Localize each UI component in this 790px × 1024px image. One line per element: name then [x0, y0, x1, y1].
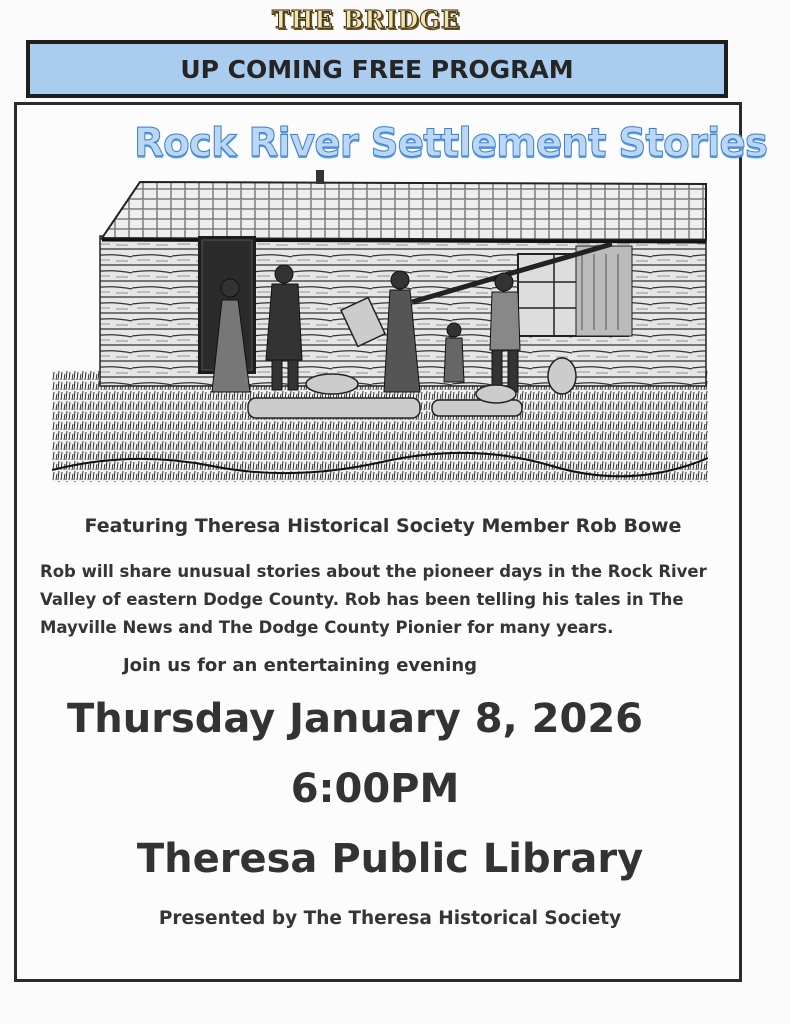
event-time: 6:00PM	[290, 766, 460, 812]
program-title: Rock River Settlement Stories	[134, 121, 768, 166]
masthead-logo: THE BRIDGE	[271, 5, 461, 34]
event-venue: Theresa Public Library	[136, 836, 644, 882]
presenter-credit: Presented by The Theresa Historical Society	[158, 908, 622, 929]
event-date: Thursday January 8, 2026	[67, 696, 643, 742]
invitation-text: Join us for an entertaining evening	[122, 655, 478, 676]
banner-text: UP COMING FREE PROGRAM	[180, 54, 574, 84]
pioneer-cabin-illustration	[52, 170, 708, 482]
program-banner	[26, 40, 728, 98]
program-description: Rob will share unusual stories about the pioneer days in the Rock River Valley of eastern Dodge County. Rob has been telling his tales in The Mayville News and The Dodge County Pionier for many years.	[40, 562, 707, 637]
featured-speaker: Featuring Theresa Historical Society Member Rob Bowe	[84, 515, 682, 537]
